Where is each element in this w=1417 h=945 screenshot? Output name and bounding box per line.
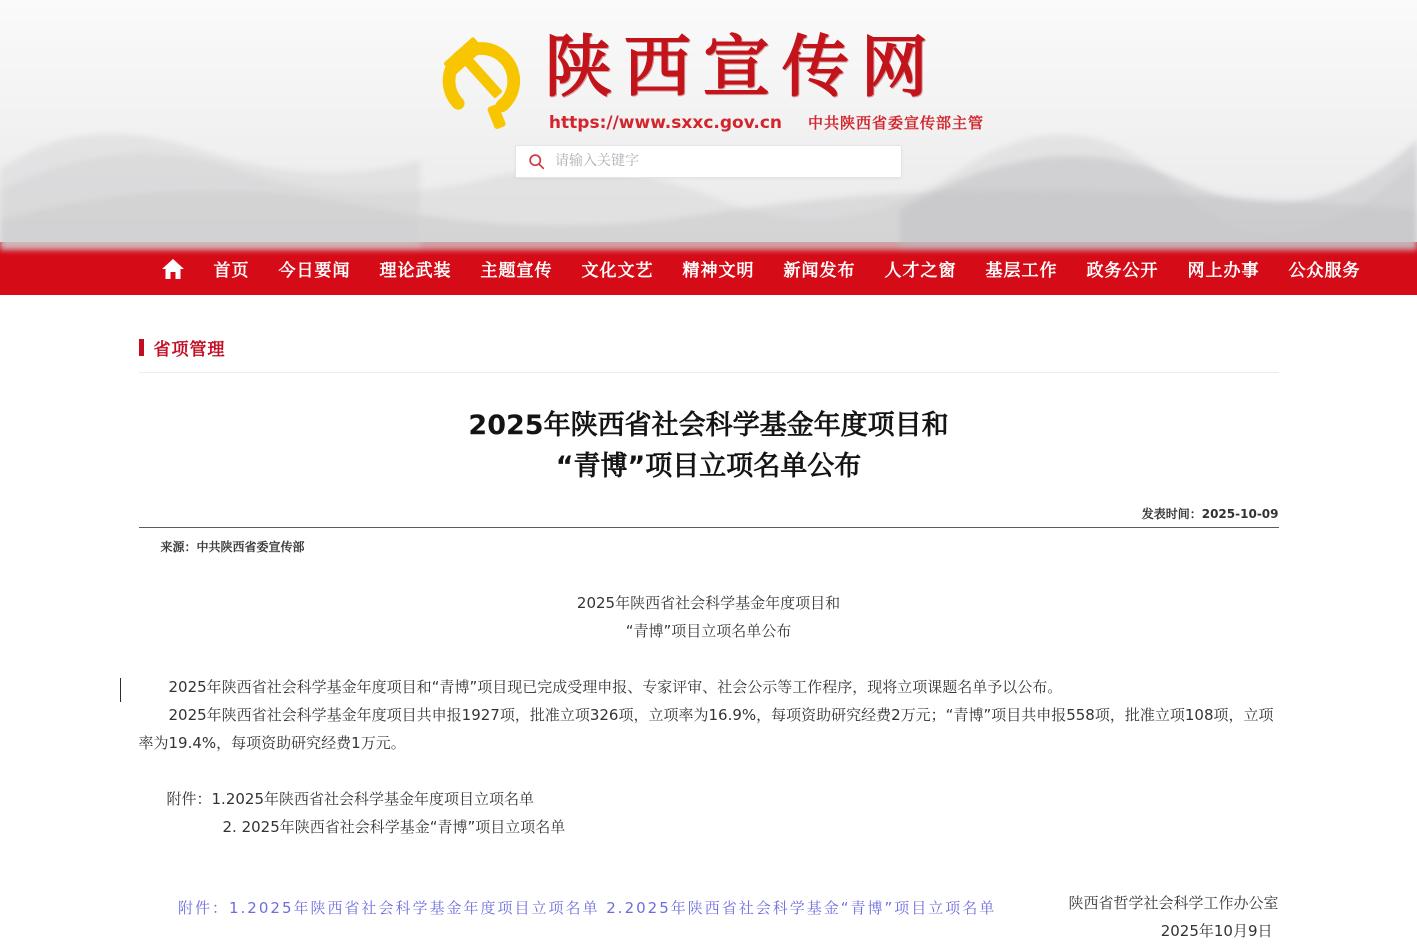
nav-item-home[interactable]: 首页 xyxy=(213,261,250,281)
nav-item-public-services[interactable]: 公众服务 xyxy=(1288,261,1361,281)
nav-item-gov-affairs[interactable]: 政务公开 xyxy=(1086,261,1159,281)
search-icon[interactable] xyxy=(528,153,545,170)
article-title-line2: “青博”项目立项名单公布 xyxy=(555,451,862,482)
nav-item-talent-window[interactable]: 人才之窗 xyxy=(884,261,957,281)
publish-time-value: 2025-10-09 xyxy=(1201,507,1279,521)
text-caret xyxy=(120,678,121,702)
nav-item-theme-publicity[interactable]: 主题宣传 xyxy=(480,261,553,281)
search-input[interactable] xyxy=(555,153,889,169)
attachments-block xyxy=(167,785,1279,841)
attachment-links-partial[interactable]: 附件：1.2025年陕西省社会科学基金年度项目立项名单 2.2025年陕西省社会科学基金“青博”项目立项名单 xyxy=(178,899,997,917)
article-body xyxy=(139,589,1279,945)
article-title-line1: 2025年陕西省社会科学基金年度项目和 xyxy=(468,410,949,441)
body-subtitle-line2: “青博”项目立项名单公布 xyxy=(625,622,792,640)
source-label: 来源： xyxy=(160,540,197,554)
home-icon[interactable] xyxy=(161,258,185,280)
site-header xyxy=(0,0,1417,242)
attachment-item-1 xyxy=(167,785,1279,813)
nav-item-culture-arts[interactable]: 文化文艺 xyxy=(581,261,654,281)
source-row xyxy=(139,538,1279,555)
site-supervisor: 中共陕西省委宣传部主管 xyxy=(808,113,985,132)
section-accent-bar xyxy=(139,339,144,356)
site-url: https://www.sxxc.gov.cn xyxy=(548,112,783,133)
breadcrumb-section xyxy=(139,335,1279,373)
site-logo[interactable] xyxy=(0,26,1417,133)
site-title: 陕西宣传网 xyxy=(544,28,940,106)
attachment-2-name: 2. 2025年陕西省社会科学基金“青博”项目立项名单 xyxy=(222,818,566,836)
attachments-label: 附件： xyxy=(166,790,212,808)
section-title[interactable]: 省项管理 xyxy=(153,340,226,360)
publish-time-label: 发表时间： xyxy=(1141,507,1202,521)
body-paragraph-2: 2025年陕西省社会科学基金年度项目共申报1927项，批准立项326项，立项率为16.9%，每项资助研究经费2万元；“青博”项目共申报558项，批准立项108项，立项率为19.4%，每项资助研究经费1万元。 xyxy=(138,706,1274,752)
body-paragraph-1: 2025年陕西省社会科学基金年度项目和“青博”项目现已完成受理申报、专家评审、社会公示等工作程序，现将立项课题名单予以公布。 xyxy=(168,678,1063,696)
nav-item-grassroots-work[interactable]: 基层工作 xyxy=(985,261,1058,281)
nav-item-news-release[interactable]: 新闻发布 xyxy=(783,261,856,281)
search-box[interactable] xyxy=(515,145,902,178)
article-title xyxy=(139,405,1279,487)
nav-item-spiritual-civilization[interactable]: 精神文明 xyxy=(682,261,755,281)
nav-item-today-news[interactable]: 今日要闻 xyxy=(278,261,351,281)
attachment-1-name: 1.2025年陕西省社会科学基金年度项目立项名单 xyxy=(211,790,535,808)
hammer-and-sickle-emblem-icon xyxy=(433,30,531,128)
body-subtitle-line1: 2025年陕西省社会科学基金年度项目和 xyxy=(576,594,841,612)
publish-time-row xyxy=(139,505,1279,528)
source-value: 中共陕西省委宣传部 xyxy=(196,540,305,554)
signature-date: 2025年10月9日 xyxy=(1160,922,1273,940)
nav-item-theory[interactable]: 理论武装 xyxy=(379,261,452,281)
article-page xyxy=(139,335,1279,945)
nav-item-online-services[interactable]: 网上办事 xyxy=(1187,261,1260,281)
signature-office: 陕西省哲学社会科学工作办公室 xyxy=(1068,894,1279,912)
attachment-item-2 xyxy=(167,813,1279,841)
